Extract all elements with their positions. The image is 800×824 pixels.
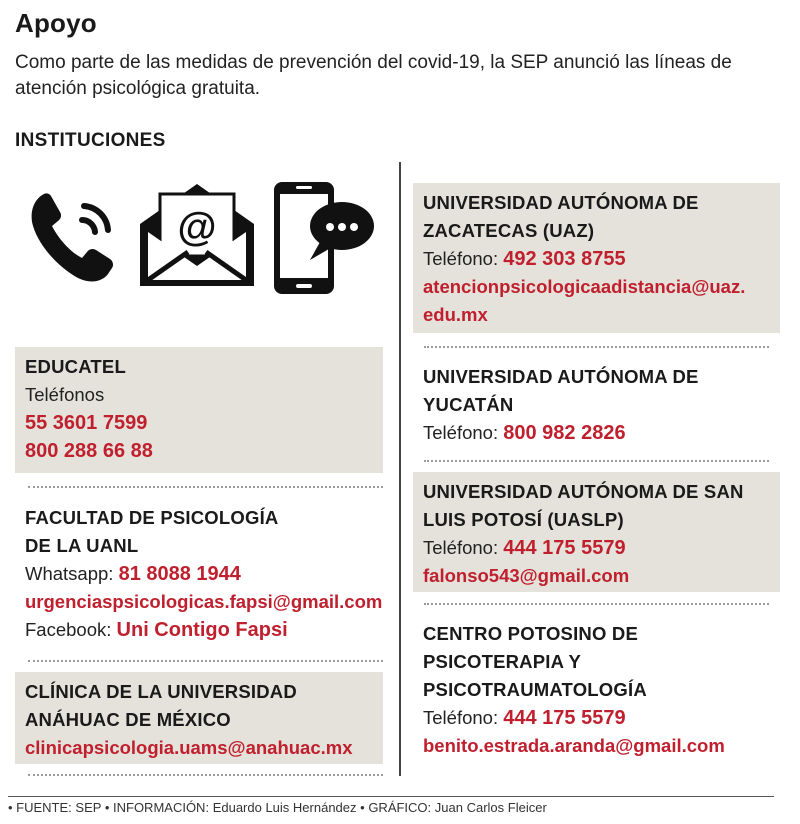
email-link[interactable]: edu.mx	[423, 304, 488, 325]
bullet: •	[8, 800, 17, 815]
phone-label: Teléfono:	[423, 537, 504, 558]
email-link[interactable]: clinicapsicologia.uams@anahuac.mx	[25, 737, 353, 758]
phone-label: Teléfono:	[423, 248, 504, 269]
institution-name: CENTRO POTOSINO DE	[423, 623, 639, 644]
column-divider	[399, 162, 401, 776]
divider	[28, 486, 383, 488]
phone-number[interactable]: 55 3601 7599	[25, 412, 148, 434]
phone-number[interactable]: 492 303 8755	[503, 248, 626, 270]
page-title: Apoyo	[15, 8, 97, 38]
divider	[28, 774, 383, 776]
institution-name: UNIVERSIDAD AUTÓNOMA DE	[423, 192, 699, 213]
phones-label: Teléfonos	[25, 384, 105, 405]
footer-rule	[8, 796, 774, 797]
info-value: Eduardo Luis Hernández	[212, 800, 357, 815]
phone-number[interactable]: 444 175 5579	[503, 707, 626, 729]
institution-name: LUIS POTOSÍ (UASLP)	[423, 509, 624, 530]
facebook-label: Facebook:	[25, 619, 117, 640]
phone-line	[423, 419, 770, 447]
phone-number[interactable]: 800 288 66 88	[25, 440, 153, 462]
institution-name: FACULTAD DE PSICOLOGÍA	[25, 507, 279, 528]
card-uanl	[15, 498, 395, 658]
graphic-label: GRÁFICO:	[368, 800, 432, 815]
bullet: •	[360, 800, 369, 815]
institution-name: ZACATECAS (UAZ)	[423, 220, 595, 241]
phone-label: Teléfono:	[423, 422, 504, 443]
card-uaz	[413, 183, 780, 333]
section-heading: INSTITUCIONES	[15, 130, 166, 151]
email-link[interactable]: atencionpsicologicaadistancia@uaz.	[423, 276, 746, 297]
card-uaslp	[413, 472, 780, 592]
card-anahuac	[15, 672, 383, 764]
svg-text:@: @	[177, 205, 217, 249]
institution-name: PSICOTRAUMATOLOGÍA	[423, 679, 647, 700]
whatsapp-label: Whatsapp:	[25, 563, 119, 584]
institution-name: CLÍNICA DE LA UNIVERSIDAD	[25, 681, 297, 702]
email-link[interactable]: urgenciaspsicologicas.fapsi@gmail.com	[25, 591, 383, 612]
institution-name: YUCATÁN	[423, 394, 514, 415]
institution-name: EDUCATEL	[25, 356, 126, 377]
institution-name: UNIVERSIDAD AUTÓNOMA DE SAN	[423, 481, 744, 502]
facebook-line	[25, 616, 385, 644]
institution-name: ANÁHUAC DE MÉXICO	[25, 709, 231, 730]
email-link[interactable]: falonso543@gmail.com	[423, 565, 630, 586]
divider	[28, 660, 383, 662]
institution-name: PSICOTERAPIA Y	[423, 651, 582, 672]
card-centro-potosino	[413, 614, 780, 764]
phone-line	[423, 534, 770, 562]
source-value: SEP	[75, 800, 102, 815]
whatsapp-line	[25, 560, 385, 588]
intro-text: Como parte de las medidas de prevención del covid-19, la SEP anunció las líneas de atención psicológica gratuita.	[15, 52, 732, 99]
phone-line	[423, 245, 770, 273]
source-label: FUENTE:	[16, 800, 72, 815]
phone-number[interactable]: 800 982 2826	[503, 422, 626, 444]
phone-line	[423, 704, 770, 732]
email-link[interactable]: benito.estrada.aranda@gmail.com	[423, 735, 725, 756]
facebook-link[interactable]: Uni Contigo Fapsi	[116, 619, 288, 641]
email-icon	[134, 180, 260, 290]
phone-number[interactable]: 444 175 5579	[503, 537, 626, 559]
institution-name: UNIVERSIDAD AUTÓNOMA DE	[423, 366, 699, 387]
divider	[424, 346, 769, 348]
phone-label: Teléfono:	[423, 707, 504, 728]
bullet: •	[104, 800, 113, 815]
info-label: INFORMACIÓN:	[113, 800, 210, 815]
graphic-value: Juan Carlos Fleicer	[434, 800, 547, 815]
institution-name: DE LA UANL	[25, 535, 139, 556]
card-educatel	[15, 347, 383, 473]
whatsapp-number[interactable]: 81 8088 1944	[118, 563, 241, 585]
card-yucatan	[413, 357, 780, 457]
smartphone-chat-icon	[270, 180, 378, 298]
divider	[424, 460, 769, 462]
footer-credits	[8, 800, 547, 815]
phone-icon	[22, 180, 132, 290]
divider	[424, 603, 769, 605]
